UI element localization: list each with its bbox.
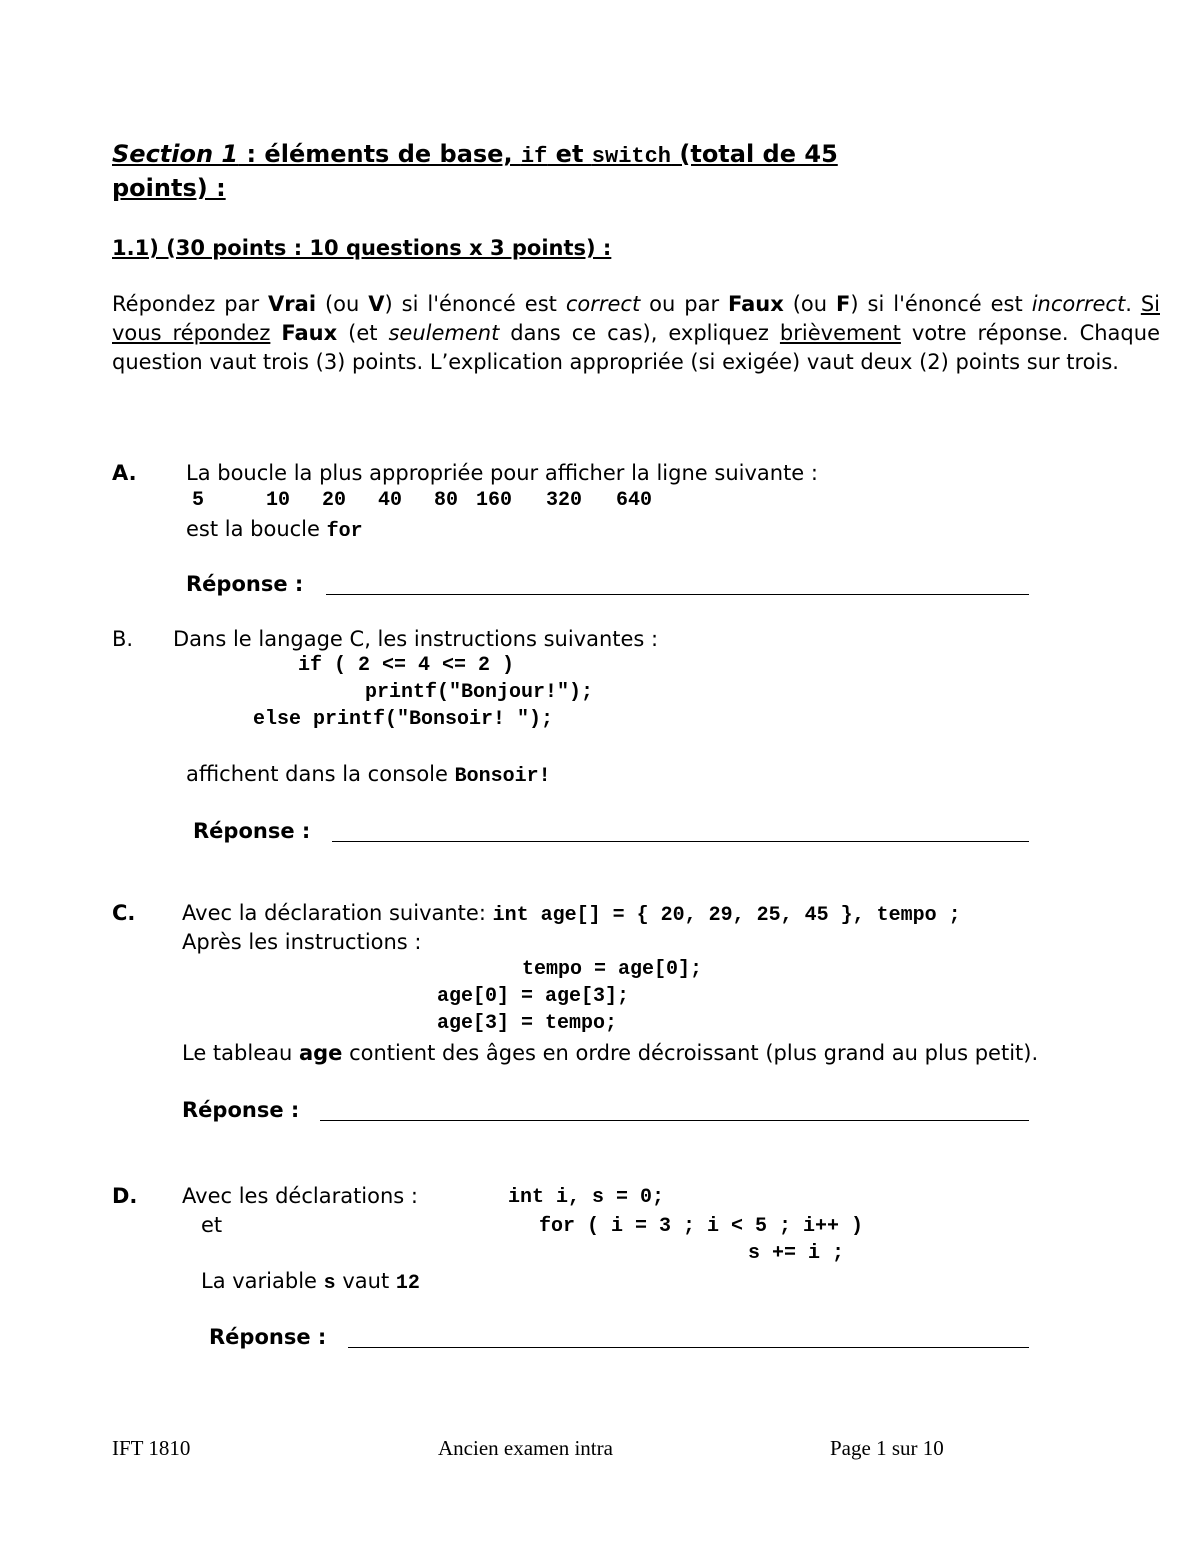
question-b-answer-label: Réponse : [193,819,311,843]
question-a-seq-7: 640 [616,489,653,512]
footer-doc-title: Ancien examen intra [438,1436,613,1460]
question-b-letter: B. [112,627,134,651]
question-d-declaration: int i, s = 0; [508,1186,665,1209]
question-d-tail: La variable s vaut 12 [201,1269,420,1295]
question-c-tail: Le tableau age contient des âges en ordre décroissant (plus grand au plus petit). [182,1041,1039,1065]
question-a-statement: La boucle la plus appropriée pour afficher la ligne suivante : [186,461,818,485]
question-d-answer-line[interactable] [348,1347,1029,1348]
question-a-tail: est la boucle for [186,517,363,543]
question-d-letter: D. [112,1184,138,1208]
footer-course: IFT 1810 [112,1436,191,1460]
question-c-answer-line[interactable] [320,1120,1029,1121]
question-a-seq-0: 5 [192,489,205,512]
question-a-answer-label: Réponse : [186,572,304,596]
question-c-code-line3: age[3] = tempo; [437,1012,618,1035]
question-c-after: Après les instructions : [182,930,422,954]
question-b-code-line1: if ( 2 <= 4 <= 2 ) [298,654,515,677]
question-b-statement: Dans le langage C, les instructions suivantes : [173,627,659,651]
question-b-code-line2: printf("Bonjour!"); [365,681,594,704]
question-b-tail: affichent dans la console Bonsoir! [186,762,551,788]
question-d-statement: Avec les déclarations : [182,1184,418,1208]
question-d-et: et [201,1213,223,1237]
question-c-answer-label: Réponse : [182,1098,300,1122]
section-title: Section 1 : éléments de base, if et switch (total de 45 [112,140,838,169]
question-a-seq-6: 320 [546,489,583,512]
question-d-code-line1: for ( i = 3 ; i < 5 ; i++ ) [539,1215,864,1238]
subsection-title: 1.1) (30 points : 10 questions x 3 points) : [112,236,612,260]
question-a-seq-2: 20 [322,489,347,512]
footer-page: Page 1 sur 10 [830,1436,944,1460]
question-c-letter: C. [112,901,136,925]
question-d-code-line2: s += i ; [748,1242,845,1265]
question-a-letter: A. [112,461,137,485]
question-a-answer-line[interactable] [326,594,1029,595]
question-b-code-line3: else printf("Bonsoir! "); [253,708,554,731]
question-c-code-line2: age[0] = age[3]; [437,985,630,1008]
section-title-line2: points) : [112,174,226,202]
question-a-seq-1: 10 [266,489,291,512]
question-a-seq-5: 160 [476,489,513,512]
question-a-seq-4: 80 [434,489,459,512]
question-c-statement: Avec la déclaration suivante: int age[] = { 20, 29, 25, 45 }, tempo ; [182,901,961,927]
instructions-paragraph: Répondez par Vrai (ou V) si l'énoncé est correct ou par Faux (ou F) si l'énoncé est incorrect. Si vous répondez Faux (et seulement dans ce cas), expliquez brièvement votre réponse. Chaque question vaut trois (3) points. L’explication appropriée (si exigée) vaut deux (2) points sur trois. [112,292,1160,374]
question-a-seq-3: 40 [378,489,403,512]
question-b-answer-line[interactable] [332,841,1029,842]
question-d-answer-label: Réponse : [209,1325,327,1349]
question-c-code-line1: tempo = age[0]; [522,958,703,981]
